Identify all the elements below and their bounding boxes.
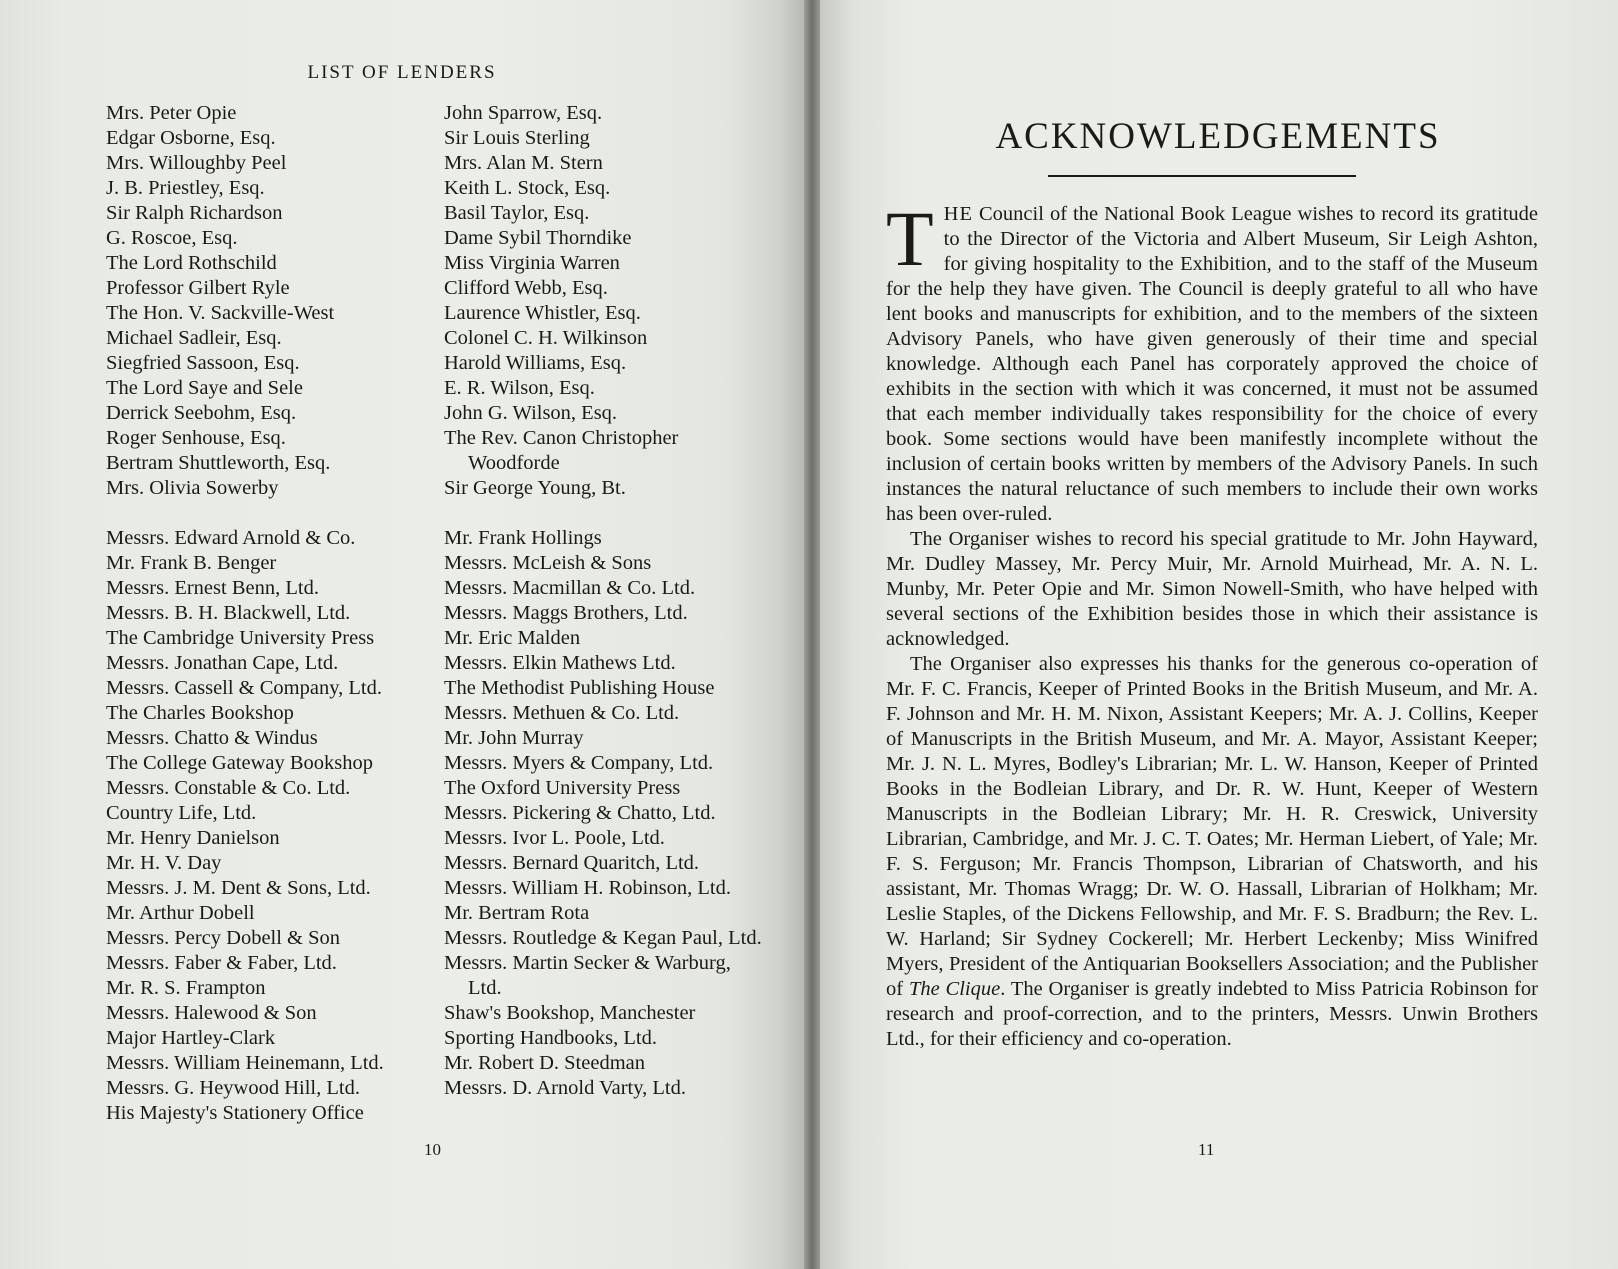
lender-entry: Messrs. Constable & Co. Ltd. [106,777,351,799]
lender-entry: G. Roscoe, Esq. [106,227,238,249]
lender-entry: Messrs. D. Arnold Varty, Ltd. [444,1077,687,1099]
lender-entry: Basil Taylor, Esq. [444,202,590,224]
lender-entry: Messrs. Faber & Faber, Ltd. [106,952,337,974]
lender-entry: Dame Sybil Thorndike [444,227,632,249]
lender-entry: Mrs. Peter Opie [106,102,237,124]
page-number-right: 11 [1198,1140,1215,1159]
lender-entry: The Hon. V. Sackville-West [106,302,335,324]
lender-entry: Messrs. Bernard Quaritch, Ltd. [444,852,700,874]
lender-entry: Sporting Handbooks, Ltd. [444,1027,657,1049]
list-spacer [444,501,762,526]
lender-entry: Mr. Henry Danielson [106,827,280,849]
lender-entry: Messrs. Routledge & Kegan Paul, Ltd. [444,927,762,949]
lender-entry: Colonel C. H. Wilkinson [444,327,648,349]
lender-entry: Laurence Whistler, Esq. [444,302,641,324]
lender-entry: Mr. Eric Malden [444,627,581,649]
lender-entry: Edgar Osborne, Esq. [106,127,276,149]
lender-entry: Sir Louis Sterling [444,127,590,149]
lender-entry: John Sparrow, Esq. [444,102,603,124]
lender-entry: Mr. Robert D. Steedman [444,1052,645,1074]
lender-entry: Country Life, Ltd. [106,802,257,824]
lender-entry: Messrs. Macmillan & Co. Ltd. [444,577,696,599]
book-gutter [804,0,820,1269]
lender-entry: Harold Williams, Esq. [444,352,627,374]
paragraph-3-text-a: The Organiser also expresses his thanks for the generous co-operation of Mr. F. C. Francis, Keeper of Printed Books in the British Museum, and Mr. A. F. Johnson and Mr. H. M. Nixon, Assistant Keepers; Mr. A. J. Collins, Keeper of Manuscripts in the British Museum, and Mr. A. Mayor, Assistant Keeper; Mr. J. N. L. Myres, Bodley's Librarian; Mr. L. W. Hanson, Keeper of Printed Books in the Bodleian Library, and Dr. R. W. Hunt, Keeper of Western Manuscripts in the Bodleian Library; Mr. H. R. Creswick, University Librarian, Cambridge, and Mr. J. C. T. Oates; Mr. Herman Liebert, of Yale; Mr. F. S. Ferguson; Mr. Francis Thompson, Librarian of Chatsworth, and his assistant, Mr. Thomas Wragg; Dr. W. O. Hassall, Librarian of Holkham; Mr. Leslie Staples, of the Dickens Fellowship, and Mr. F. S. Bradburn; the Rev. L. W. Harland; Sir Sydney Cockerell; Mr. Herbert Leckenby; Miss Winifred Myers, President of the Antiquarian Booksellers Association; and the Publisher of [886,653,1538,1000]
running-head: LIST OF LENDERS [307,62,497,83]
lender-entry: Messrs. Pickering & Chatto, Ltd. [444,802,716,824]
lender-entry: Messrs. Methuen & Co. Ltd. [444,702,680,724]
lender-entry: The Cambridge University Press [106,627,375,649]
lender-entry: Sir George Young, Bt. [444,477,626,499]
lender-entry: Messrs. Myers & Company, Ltd. [444,752,714,774]
lender-entry: Messrs. Ernest Benn, Ltd. [106,577,319,599]
lender-entry: Messrs. McLeish & Sons [444,552,652,574]
lender-entry: Mrs. Willoughby Peel [106,152,287,174]
lender-entry: Siegfried Sassoon, Esq. [106,352,300,374]
lender-entry: Messrs. Percy Dobell & Son [106,927,341,949]
lender-entry: Michael Sadleir, Esq. [106,327,282,349]
lender-entry: Roger Senhouse, Esq. [106,427,286,449]
lender-entry: Mr. Frank B. Benger [106,552,277,574]
lender-entry: The Methodist Publishing House [444,677,715,699]
list-spacer [106,501,436,526]
lender-entry: Keith L. Stock, Esq. [444,177,611,199]
lender-entry: Messrs. Elkin Mathews Ltd. [444,652,676,674]
page-title: ACKNOWLEDGEMENTS [995,116,1441,157]
lender-entry: Professor Gilbert Ryle [106,277,290,299]
lender-entry: Messrs. B. H. Blackwell, Ltd. [106,602,351,624]
lender-entry: John G. Wilson, Esq. [444,402,618,424]
lender-entry: Clifford Webb, Esq. [444,277,608,299]
page-number: 10 [424,1140,441,1159]
lender-entry: Messrs. Edward Arnold & Co. [106,527,356,549]
lender-entry: J. B. Priestley, Esq. [106,177,265,199]
lender-entry: Major Hartley-Clark [106,1027,276,1049]
lender-entry: Mr. Frank Hollings [444,527,602,549]
lender-entry: The College Gateway Bookshop [106,752,374,774]
lender-entry: Messrs. Cassell & Company, Ltd. [106,677,382,699]
lender-entry: Messrs. Jonathan Cape, Ltd. [106,652,339,674]
lender-entry: Messrs. G. Heywood Hill, Ltd. [106,1077,360,1099]
lender-entry: Messrs. William H. Robinson, Ltd. [444,877,731,899]
lender-entry: Messrs. Ivor L. Poole, Ltd. [444,827,665,849]
lender-entry: Mrs. Olivia Sowerby [106,477,279,499]
lender-entry: Mr. Arthur Dobell [106,902,255,924]
lender-entry: Sir Ralph Richardson [106,202,283,224]
lender-entry: Messrs. J. M. Dent & Sons, Ltd. [106,877,371,899]
lender-entry: Mr. R. S. Frampton [106,977,266,999]
lender-entry: Bertram Shuttleworth, Esq. [106,452,331,474]
lenders-column-a [106,101,436,1126]
title-rule [1048,175,1356,177]
lead-in: HE [943,203,973,225]
lender-entry: Mr. John Murray [444,727,584,749]
lender-entry: His Majesty's Stationery Office [106,1102,364,1124]
lender-entry: Mr. Bertram Rota [444,902,590,924]
lender-entry: Miss Virginia Warren [444,252,620,274]
lender-entry: Derrick Seebohm, Esq. [106,402,297,424]
lender-entry: Mr. H. V. Day [106,852,222,874]
lender-entry: The Charles Bookshop [106,702,294,724]
lender-entry: Messrs. Chatto & Windus [106,727,318,749]
acknowledgements-body [886,195,1538,1052]
paragraph-3 [886,652,1538,1052]
paragraph-2: The Organiser wishes to record his special gratitude to Mr. John Hayward, Mr. Dudley Massey, Mr. Percy Muir, Mr. Arnold Muirhead, Mr. A. N. L. Munby, Mr. Peter Opie and Mr. Simon Nowell-Smith, who have helped with several sections of the Exhibition besides those in which their assistance is acknowledged. [886,528,1538,650]
left-page [0,0,804,1269]
lender-entry: The Rev. Canon Christopher Woodforde [444,427,679,474]
lender-entry: The Lord Saye and Sele [106,377,303,399]
lender-entry: Messrs. William Heinemann, Ltd. [106,1052,384,1074]
drop-cap: T [886,195,934,282]
lenders-column-b [444,101,762,1101]
paragraph-1-text: Council of the National Book League wishes to record its gratitude to the Director of the Victoria and Albert Museum, Sir Leigh Ashton, for giving hospitality to the Exhibition, and to the staff of the Museum for the help they have given. The Council is deeply grateful to all who have lent books and manuscripts for exhibition, and to the members of the sixteen Advisory Panels, who have given generously of their time and special knowledge. Although each Panel has corporately approved the choice of exhibits in the section with which it was concerned, it must not be assumed that each member individually takes responsibility for the choice of every book. Some sections would have been manifestly incomplete without the inclusion of certain books written by members of the Advisory Panels. In such instances the natural reluctance of such members to include their own works has been over-ruled. [886,203,1538,525]
paragraph-1 [886,195,1538,527]
lender-entry: E. R. Wilson, Esq. [444,377,595,399]
lender-entry: The Lord Rothschild [106,252,277,274]
lender-entry: Messrs. Maggs Brothers, Ltd. [444,602,688,624]
lender-entry: Shaw's Bookshop, Manchester [444,1002,696,1024]
lender-entry: The Oxford University Press [444,777,681,799]
paragraph-3-text-b: . The Organiser is greatly indebted to Miss Patricia Robinson for research and proof-correction, and to the printers, Messrs. Unwin Brothers Ltd., for their efficiency and co-operation. [886,978,1538,1050]
publication-title: The Clique [908,978,1001,1000]
lender-entry: Messrs. Halewood & Son [106,1002,317,1024]
lender-entry: Messrs. Martin Secker & Warburg, Ltd. [444,952,731,999]
lender-entry: Mrs. Alan M. Stern [444,152,603,174]
